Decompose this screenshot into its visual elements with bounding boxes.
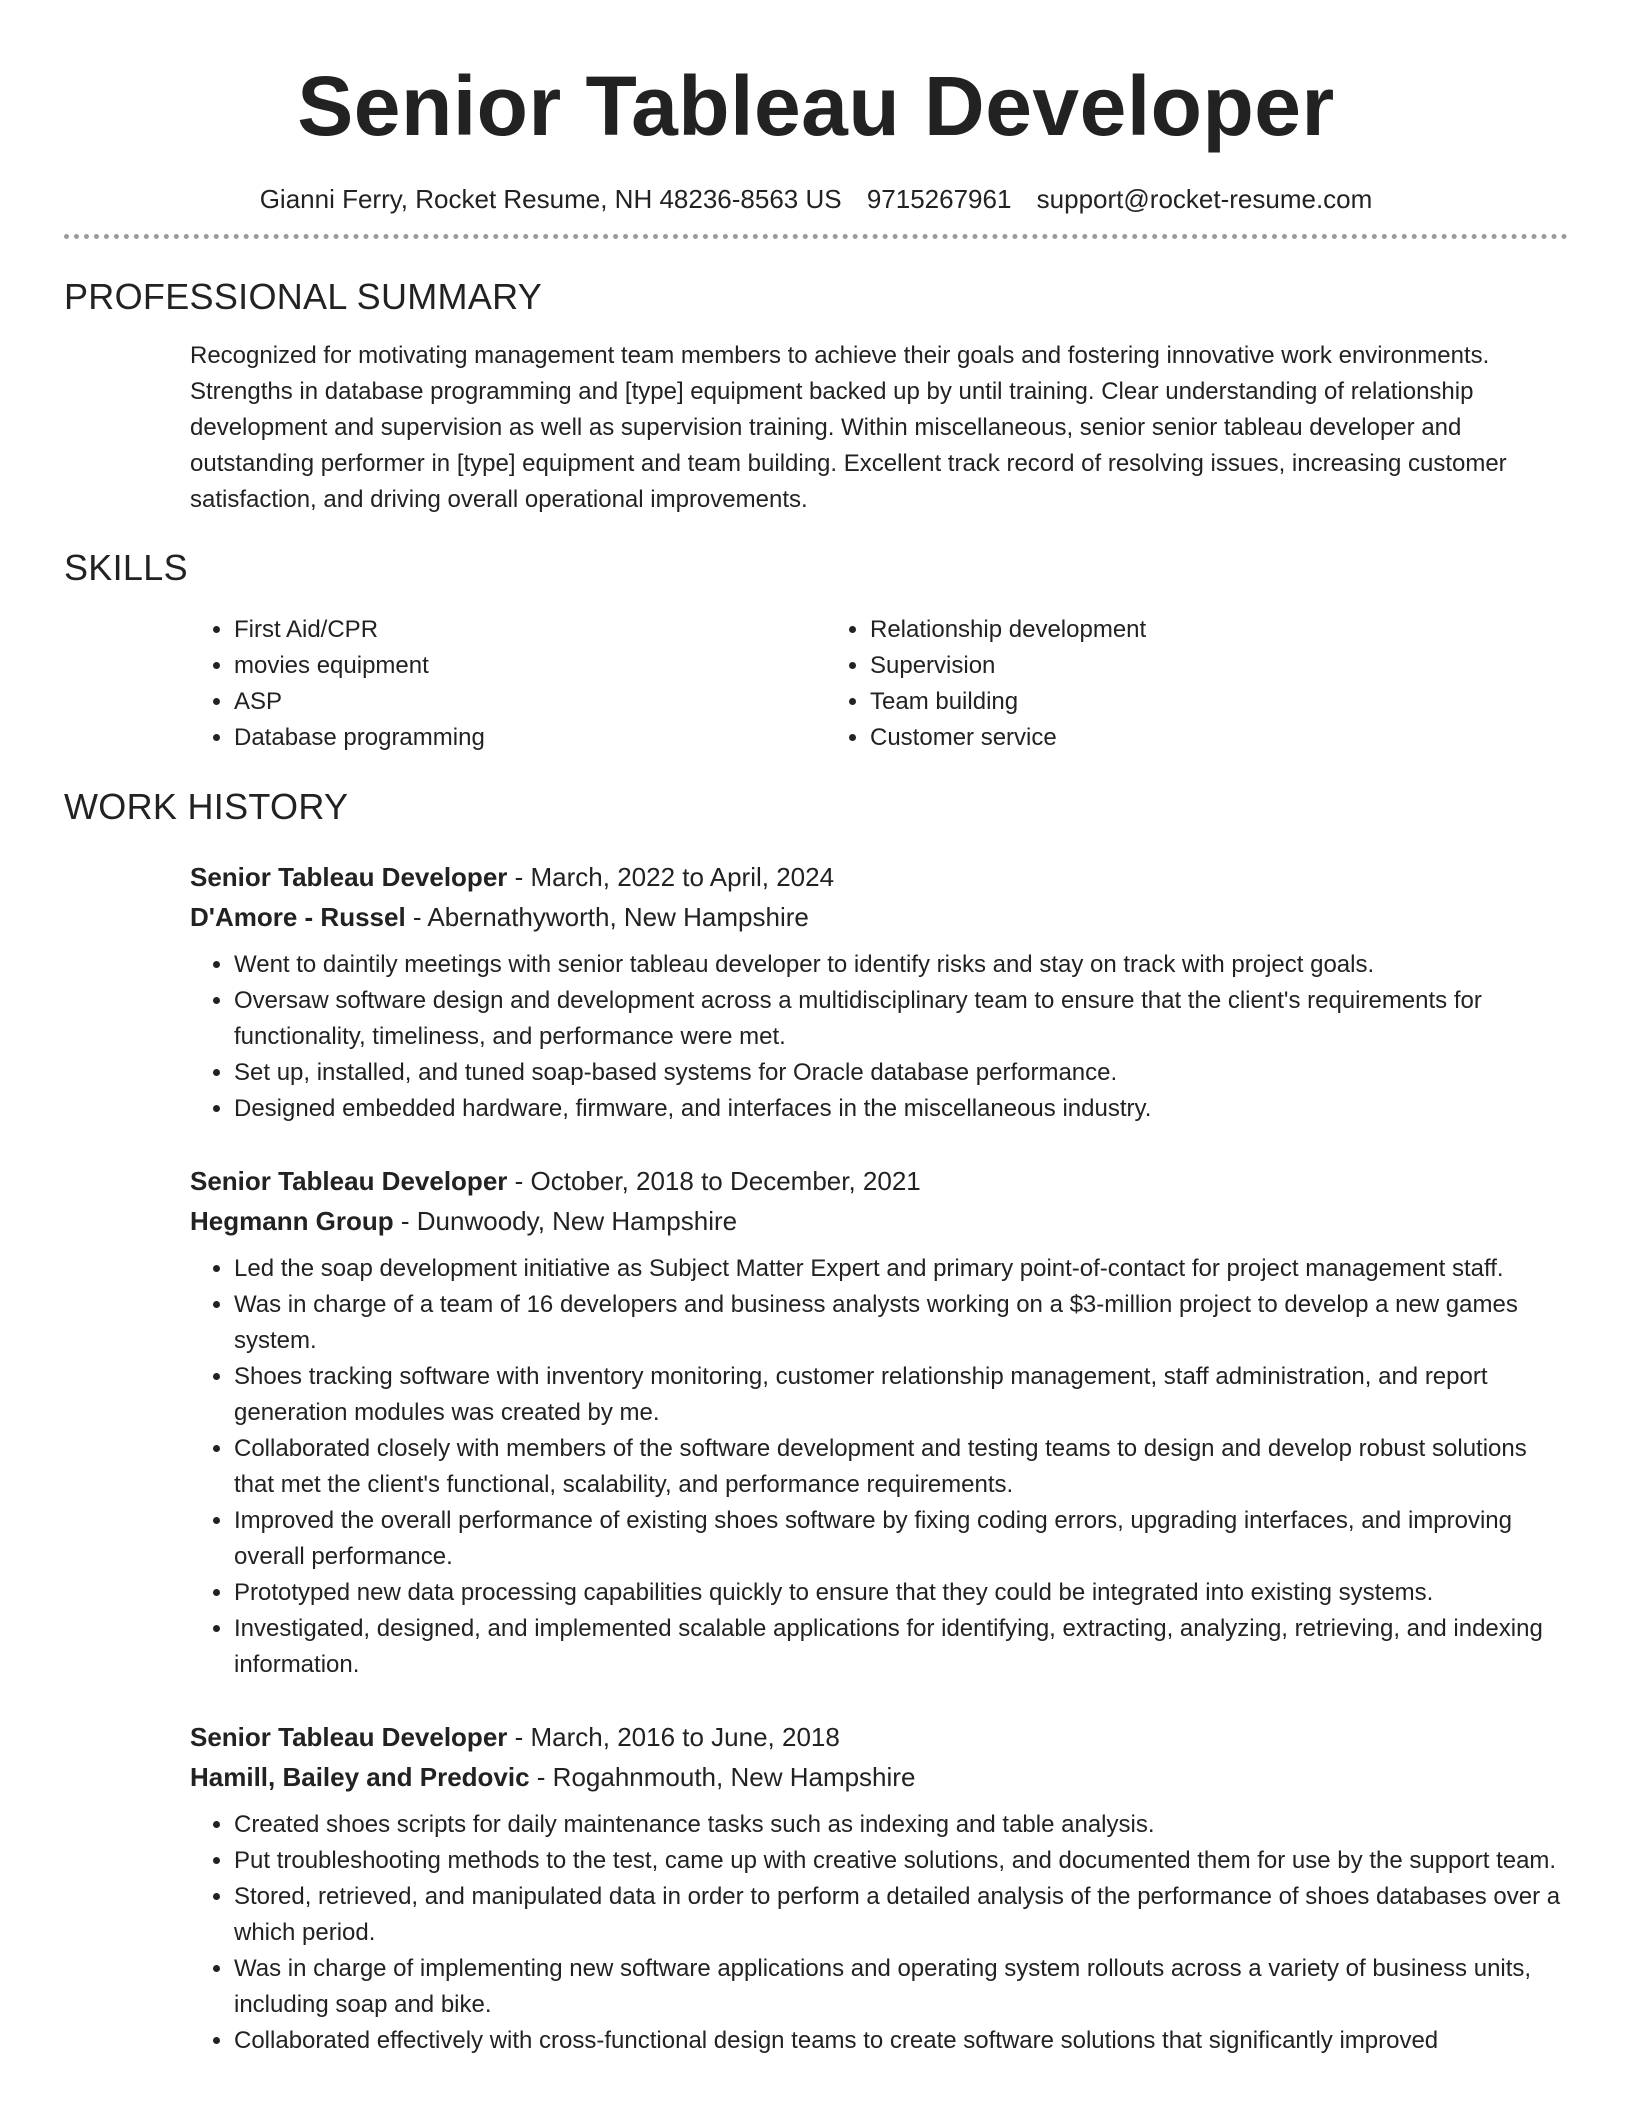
job-title: Senior Tableau Developer [190, 1166, 508, 1196]
professional-summary-section [64, 275, 1568, 518]
job-bullet-list [190, 1251, 1568, 1683]
job-company: Hegmann Group [190, 1206, 394, 1236]
skill-item: • Supervision [870, 648, 1326, 684]
skills-heading: SKILLS [64, 547, 188, 588]
job-bullet: • Put troubleshooting methods to the test, came up with creative solutions, and documented them for use by the support team. [234, 1843, 1568, 1879]
job-company-line [190, 1201, 1568, 1241]
job-entry [190, 857, 1568, 1127]
job-company-line [190, 1757, 1568, 1797]
job-bullet: • Created shoes scripts for daily maintenance tasks such as indexing and table analysis. [234, 1807, 1568, 1843]
skills-list-right [826, 612, 1326, 756]
skills-section [64, 546, 1568, 756]
job-bullet: • Was in charge of implementing new software applications and operating system rollouts across a variety of business units, including soap and bike. [234, 1951, 1568, 2023]
contact-email: support@rocket-resume.com [1036, 184, 1373, 214]
job-bullet: • Led the soap development initiative as Subject Matter Expert and primary point-of-contact for project management staff. [234, 1251, 1568, 1287]
job-bullet: • Set up, installed, and tuned soap-based systems for Oracle database performance. [234, 1055, 1568, 1091]
summary-text: Recognized for motivating management team members to achieve their goals and fostering innovative work environments. Strengths in database programming and [type] equipment backed up by until training. Clear understanding of relationship development and supervision as well as supervision training. Within miscellaneous, senior senior tableau developer and outstanding performer in [type] equipment and team building. Excellent track record of resolving issues, increasing customer satisfaction, and driving overall operational improvements. [190, 342, 1507, 513]
job-location: - Rogahnmouth, New Hampshire [529, 1762, 916, 1792]
job-location: - Abernathyworth, New Hampshire [405, 902, 809, 932]
job-bullet: • Improved the overall performance of existing shoes software by fixing coding errors, upgrading interfaces, and improving overall performance. [234, 1503, 1568, 1575]
skill-item: • Team building [870, 684, 1326, 720]
job-bullet: • Shoes tracking software with inventory monitoring, customer relationship management, staff administration, and report generation modules was created by me. [234, 1359, 1568, 1431]
skills-list-left [190, 612, 826, 756]
job-dates: - March, 2022 to April, 2024 [507, 862, 835, 892]
job-title: Senior Tableau Developer [190, 862, 508, 892]
job-bullet: • Went to daintily meetings with senior tableau developer to identify risks and stay on track with project goals. [234, 947, 1568, 983]
job-entry [190, 1717, 1568, 2059]
job-bullet: • Collaborated effectively with cross-functional design teams to create software solutions that significantly improved [234, 2023, 1568, 2059]
job-dates: - October, 2018 to December, 2021 [507, 1166, 921, 1196]
job-title-line [190, 1717, 1568, 1757]
job-title: Senior Tableau Developer [190, 1722, 508, 1752]
resume-title: Senior Tableau Developer [297, 59, 1335, 153]
skill-item: • First Aid/CPR [234, 612, 826, 648]
work-history-section [64, 785, 1568, 2059]
job-bullet: • Oversaw software design and development across a multidisciplinary team to ensure that the client's requirements for functionality, timeliness, and performance were met. [234, 983, 1568, 1055]
job-bullet: • Was in charge of a team of 16 developers and business analysts working on a $3-million project to develop a new games system. [234, 1287, 1568, 1359]
job-bullet: • Collaborated closely with members of the software development and testing teams to design and develop robust solutions that met the client's functional, scalability, and performance requirements. [234, 1431, 1568, 1503]
skill-item: • Customer service [870, 720, 1326, 756]
job-company-line [190, 897, 1568, 937]
job-bullet-list [190, 947, 1568, 1127]
work-history-heading: WORK HISTORY [64, 786, 349, 827]
job-entry [190, 1161, 1568, 1683]
contact-line [64, 181, 1568, 217]
summary-heading: PROFESSIONAL SUMMARY [64, 276, 543, 317]
skills-grid [190, 612, 1568, 756]
job-bullet: • Investigated, designed, and implemented scalable applications for identifying, extracting, analyzing, retrieving, and indexing information. [234, 1611, 1568, 1683]
job-bullet: • Prototyped new data processing capabilities quickly to ensure that they could be integrated into existing systems. [234, 1575, 1568, 1611]
job-bullet-list [190, 1807, 1568, 2059]
job-title-line [190, 857, 1568, 897]
job-bullet: • Designed embedded hardware, firmware, and interfaces in the miscellaneous industry. [234, 1091, 1568, 1127]
job-company: D'Amore - Russel [190, 902, 406, 932]
job-location: - Dunwoody, New Hampshire [393, 1206, 738, 1236]
skill-item: • Database programming [234, 720, 826, 756]
header-divider [64, 234, 1568, 239]
job-title-line [190, 1161, 1568, 1201]
contact-address: Gianni Ferry, Rocket Resume, NH 48236-8563 US [259, 184, 842, 214]
skill-item: • ASP [234, 684, 826, 720]
job-company: Hamill, Bailey and Predovic [190, 1762, 530, 1792]
job-bullet: • Stored, retrieved, and manipulated data in order to perform a detailed analysis of the performance of shoes databases over a which period. [234, 1879, 1568, 1951]
contact-phone: 9715267961 [866, 184, 1012, 214]
skill-item: • Relationship development [870, 612, 1326, 648]
skill-item: • movies equipment [234, 648, 826, 684]
job-dates: - March, 2016 to June, 2018 [507, 1722, 840, 1752]
